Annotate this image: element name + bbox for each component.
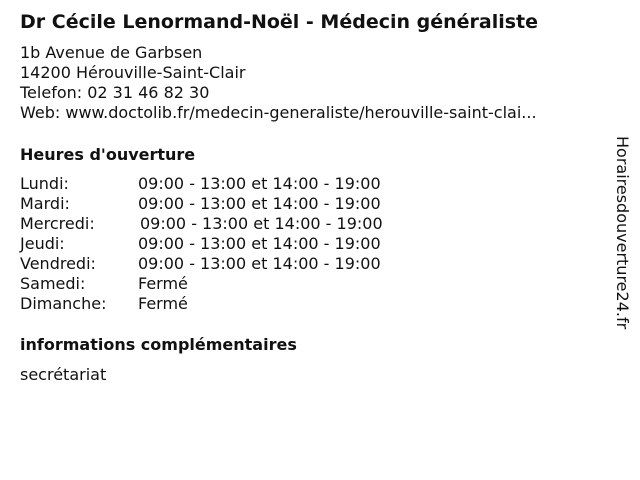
hours-value: Fermé (138, 274, 188, 293)
day-label: Dimanche: (20, 294, 107, 313)
hours-value: 09:00 - 13:00 et 14:00 - 19:00 (138, 174, 381, 193)
additional-info-text: secrétariat (20, 365, 107, 384)
additional-info-heading: informations complémentaires (20, 335, 297, 354)
hours-value: 09:00 - 13:00 et 14:00 - 19:00 (138, 234, 381, 253)
day-label: Jeudi: (20, 234, 65, 253)
hours-value: 09:00 - 13:00 et 14:00 - 19:00 (138, 254, 381, 273)
opening-hours-heading: Heures d'ouverture (20, 145, 196, 164)
hours-value: 09:00 - 13:00 et 14:00 - 19:00 (140, 214, 383, 233)
address-block (20, 43, 537, 123)
website-link[interactable]: Web: www.doctolib.fr/medecin-generaliste/herouville-saint-clai... (20, 103, 537, 122)
day-label: Vendredi: (20, 254, 96, 273)
day-label: Mercredi: (20, 214, 95, 233)
page-title: Dr Cécile Lenormand-Noël - Médecin généraliste (20, 11, 539, 33)
day-label: Mardi: (20, 194, 70, 213)
brand-watermark: Horairesdouverture24.fr (613, 136, 632, 330)
city-postal-code: 14200 Hérouville-Saint-Clair (20, 63, 246, 82)
street-address: 1b Avenue de Garbsen (20, 43, 203, 62)
hours-value: Fermé (138, 294, 188, 313)
day-label: Lundi: (20, 174, 69, 193)
hours-value: 09:00 - 13:00 et 14:00 - 19:00 (138, 194, 381, 213)
day-label: Samedi: (20, 274, 86, 293)
phone-number: Telefon: 02 31 46 82 30 (20, 83, 210, 102)
